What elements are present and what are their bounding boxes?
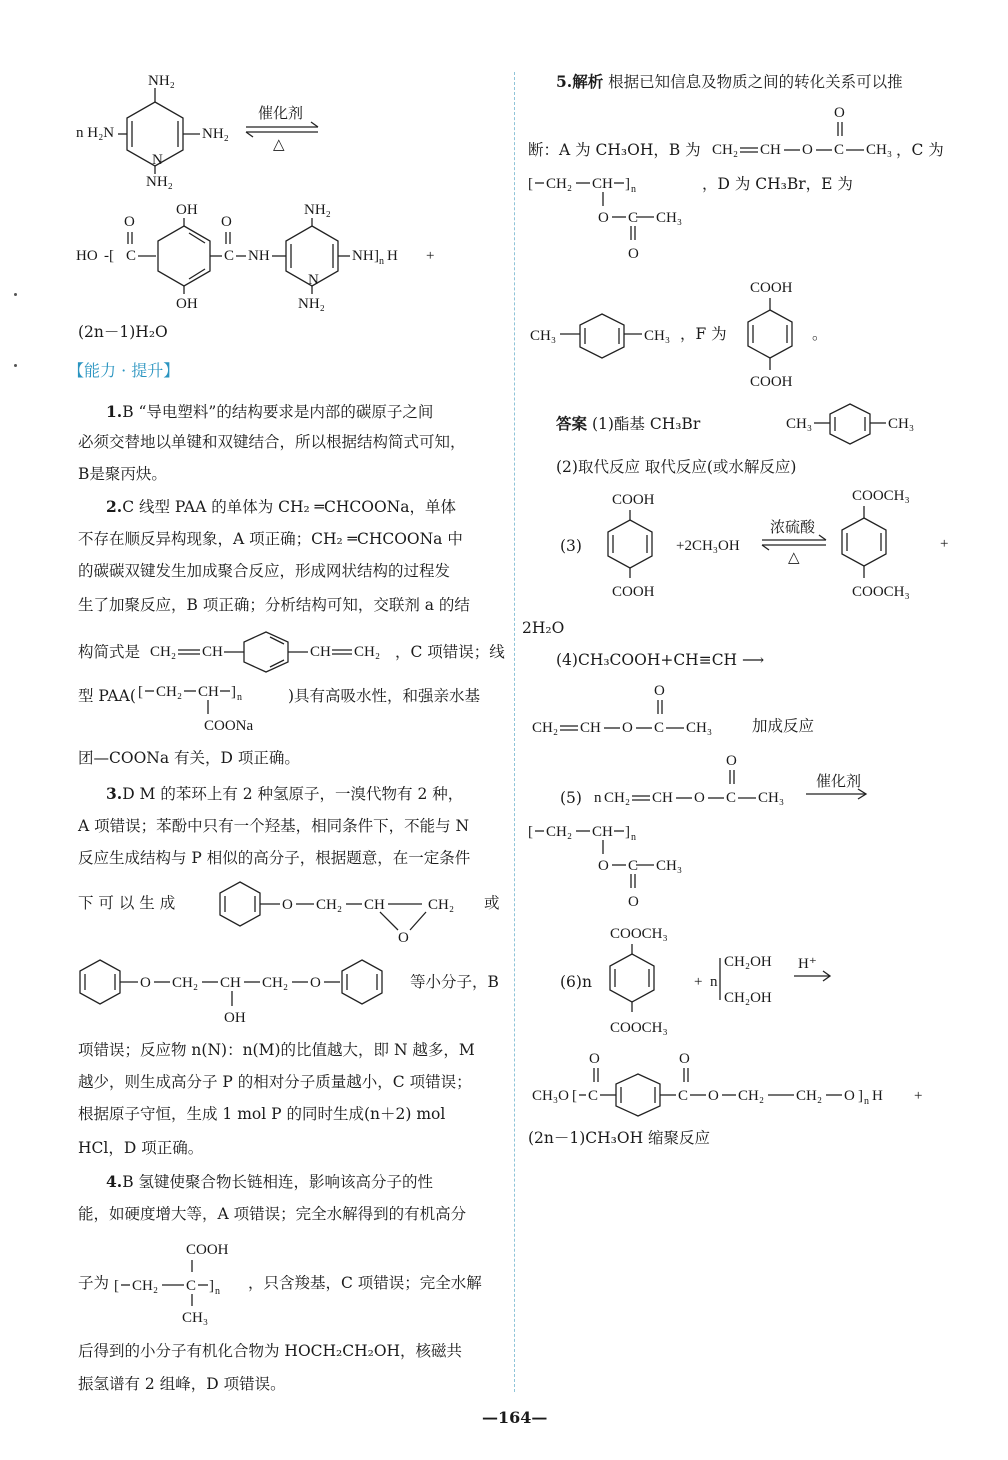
svg-text:C: C <box>654 720 665 736</box>
answer-line1: 答案 (1)酯基 CH₃Br <box>556 414 701 433</box>
svg-text:CH: CH <box>760 142 781 158</box>
q3-line7: 越少，则生成高分子 P 的相对分子质量越小，C 项错误； <box>78 1073 472 1091</box>
svg-text:COONa: COONa <box>204 718 254 734</box>
svg-text:-[: -[ <box>104 248 114 264</box>
svg-text:H⁺: H⁺ <box>798 956 817 972</box>
q4-line1: 4.B 氢键使聚合物长链相连，影响该高分子的性 <box>106 1172 434 1191</box>
water-byproduct: (2n－1)H₂O <box>78 323 168 341</box>
svg-text:CH: CH <box>220 975 241 991</box>
svg-text:NH₂: NH₂ <box>202 126 229 142</box>
answer3-water: 2H₂O <box>522 619 565 637</box>
svg-text:COOH: COOH <box>186 1242 229 1258</box>
svg-text:CH₂: CH₂ <box>546 824 573 840</box>
svg-text:]: ] <box>209 1278 214 1294</box>
answer6-tail: (2n－1)CH₃OH 缩聚反应 <box>528 1129 711 1147</box>
svg-text:C: C <box>588 1088 599 1104</box>
svg-text:NH: NH <box>352 248 374 264</box>
svg-text:CH: CH <box>580 720 601 736</box>
q3-line3: 反应生成结构与 P 相似的高分子，根据题意，在一定条件 <box>78 849 471 867</box>
svg-text:CH₂: CH₂ <box>428 897 455 913</box>
svg-text:[: [ <box>114 1278 119 1294</box>
svg-text:COOH: COOH <box>750 280 793 296</box>
svg-text:CH₃: CH₃ <box>758 790 785 806</box>
svg-text:CH₂: CH₂ <box>796 1088 823 1104</box>
answer4-type: 加成反应 <box>752 717 815 735</box>
svg-text:O: O <box>628 894 639 910</box>
q2-line2: 不存在顺反异构现象，A 项正确；CH₂ ═CHCOONa 中 <box>78 530 463 548</box>
section-title: 【能力 · 提升】 <box>68 361 180 380</box>
svg-text:[: [ <box>528 176 533 192</box>
svg-text:CH₃: CH₃ <box>888 416 915 432</box>
svg-text:CH₃: CH₃ <box>656 210 683 226</box>
q2-line7: 团—COONa 有关，D 项正确。 <box>78 749 300 767</box>
svg-text:COOCH₃: COOCH₃ <box>610 926 668 942</box>
svg-text:CH₂: CH₂ <box>262 975 289 991</box>
svg-text:]: ] <box>374 248 379 264</box>
svg-text:CH₃: CH₃ <box>530 328 557 344</box>
svg-text:浓硫酸: 浓硫酸 <box>770 520 816 536</box>
svg-text:O: O <box>398 930 409 946</box>
svg-text:]: ] <box>858 1088 863 1104</box>
q1-line2: 必须交替地以单键和双键结合，所以根据结构简式可知， <box>78 433 466 451</box>
coef-label: n H₂N <box>76 125 115 141</box>
q5-period: 。 <box>812 325 828 343</box>
svg-text:]: ] <box>231 684 236 700</box>
answer6-reactants <box>598 918 858 1042</box>
q1-line1: 1.B “导电塑料”的结构要求是内部的碳原子之间 <box>106 402 434 421</box>
svg-text:CH₃O: CH₃O <box>532 1088 569 1104</box>
q2-line5b: ，C 项错误；线 <box>395 643 505 661</box>
svg-text:NH₂: NH₂ <box>298 296 325 312</box>
svg-text:n: n <box>379 256 384 267</box>
q3-line5b: 等小分子，B <box>410 973 499 991</box>
q4-line3a: 子为 <box>78 1274 110 1292</box>
svg-text:O: O <box>622 720 633 736</box>
q2-line5a: 构简式是 <box>78 643 141 661</box>
q5-line3: ，D 为 CH₃Br，E 为 <box>702 175 853 193</box>
svg-text:O: O <box>834 105 845 121</box>
svg-text:NH₂: NH₂ <box>146 174 173 190</box>
svg-text:CH: CH <box>364 897 385 913</box>
answer6-label: (6)n <box>560 973 592 991</box>
svg-text:CH: CH <box>652 790 673 806</box>
svg-text:+: + <box>426 248 435 264</box>
svg-text:CH₃: CH₃ <box>644 328 671 344</box>
svg-text:+2CH₃OH: +2CH₃OH <box>676 538 740 554</box>
svg-text:CH₂OH: CH₂OH <box>724 954 772 970</box>
q1-line3: B是聚丙炔。 <box>78 465 167 483</box>
svg-text:]: ] <box>625 176 630 192</box>
svg-text:C: C <box>834 142 845 158</box>
svg-text:C: C <box>126 248 137 264</box>
svg-text:[: [ <box>528 824 533 840</box>
diether-structure <box>78 956 398 1032</box>
q5-line2a: 断：A 为 CH₃OH，B 为 <box>528 141 701 159</box>
svg-text:O: O <box>282 897 293 913</box>
svg-text:NH: NH <box>248 248 270 264</box>
svg-text:O: O <box>844 1088 855 1104</box>
svg-text:CH₂: CH₂ <box>532 720 559 736</box>
svg-text:NH₂: NH₂ <box>304 202 331 218</box>
q5-line2b: ，C 为 <box>896 141 944 159</box>
q3-line4a: 下 可 以 生 成 <box>78 894 176 912</box>
q4-line4: 后得到的小分子有机化合物为 HOCH₂CH₂OH，核磁共 <box>78 1342 463 1360</box>
q3-line9: HCl，D 项正确。 <box>78 1139 204 1157</box>
svg-text:CH₂: CH₂ <box>316 897 343 913</box>
epoxide-structure <box>218 876 478 946</box>
svg-text:O: O <box>598 210 609 226</box>
svg-text:N: N <box>308 272 319 288</box>
margin-dot <box>14 293 17 296</box>
answer-line2: (2)取代反应 取代反应(或水解反应) <box>556 458 797 476</box>
answer6-polyester <box>532 1048 942 1112</box>
svg-text:H: H <box>872 1088 883 1104</box>
svg-text:CH₂: CH₂ <box>738 1088 765 1104</box>
answer5-product <box>528 814 708 914</box>
svg-text:CH₂: CH₂ <box>354 644 381 660</box>
svg-text:CH₂: CH₂ <box>604 790 631 806</box>
svg-text:CH₂: CH₂ <box>712 142 739 158</box>
svg-text:[: [ <box>138 684 143 700</box>
answer4-product <box>530 680 740 740</box>
svg-text:H: H <box>387 248 398 264</box>
svg-text:CH: CH <box>198 684 219 700</box>
svg-text:O: O <box>140 975 151 991</box>
svg-text:CH: CH <box>310 644 331 660</box>
svg-text:O: O <box>708 1088 719 1104</box>
monomer-structure <box>70 72 330 192</box>
svg-text:OH: OH <box>176 202 198 218</box>
q5-line4: ，F 为 <box>680 325 727 343</box>
svg-text:CH₃: CH₃ <box>656 858 683 874</box>
svg-text:n: n <box>631 184 636 195</box>
answer3-label: (3) <box>560 537 582 555</box>
polymethacrylic-structure <box>114 1236 244 1332</box>
svg-text:CH₂: CH₂ <box>172 975 199 991</box>
answer5-label: (5) <box>560 789 582 807</box>
svg-text:n: n <box>631 832 636 843</box>
svg-text:催化剂: 催化剂 <box>258 106 304 122</box>
pva-acetate-structure <box>528 168 708 268</box>
crosslinker-structure <box>148 622 398 674</box>
svg-text:COOCH₃: COOCH₃ <box>852 584 910 600</box>
svg-text:△: △ <box>788 550 800 566</box>
svg-text:O: O <box>679 1051 690 1067</box>
svg-text:NH₂: NH₂ <box>148 73 175 89</box>
q4-line5: 振氢谱有 2 组峰，D 项错误。 <box>78 1375 286 1393</box>
page-number: —164— <box>482 1408 548 1427</box>
svg-text:CH: CH <box>592 176 613 192</box>
svg-text:C: C <box>678 1088 689 1104</box>
q2-line1: 2.C 线型 PAA 的单体为 CH₂ ═CHCOONa，单体 <box>106 497 456 516</box>
svg-text:CH₂: CH₂ <box>132 1278 159 1294</box>
svg-text:N: N <box>152 152 163 168</box>
svg-text:O: O <box>654 683 665 699</box>
vinyl-acetate-structure <box>710 102 910 162</box>
svg-text:C: C <box>224 248 235 264</box>
svg-text:CH₂: CH₂ <box>156 684 183 700</box>
svg-text:n: n <box>864 1096 869 1107</box>
paa-structure <box>138 672 288 742</box>
q3-line1: 3.D M 的苯环上有 2 种氢原子，一溴代物有 2 种， <box>106 784 464 803</box>
svg-text:COOCH₃: COOCH₃ <box>852 488 910 504</box>
svg-text:n: n <box>710 974 718 990</box>
svg-text:COOCH₃: COOCH₃ <box>610 1020 668 1036</box>
q4-line3b: ，只含羧基，C 项错误；完全水解 <box>248 1274 482 1292</box>
svg-text:HO: HO <box>76 248 98 264</box>
answer-xylene-structure <box>786 398 926 450</box>
svg-text:C: C <box>726 790 737 806</box>
svg-text:CH₃: CH₃ <box>182 1310 209 1326</box>
q2-line6b: )具有高吸水性，和强亲水基 <box>288 687 481 705</box>
svg-text:O: O <box>628 246 639 262</box>
esterification-reaction <box>590 486 970 606</box>
svg-text:CH: CH <box>592 824 613 840</box>
q3-line8: 根据原子守恒，生成 1 mol P 的同时生成(n＋2) mol <box>78 1105 446 1123</box>
svg-text:O: O <box>694 790 705 806</box>
svg-text:O: O <box>310 975 321 991</box>
q3-line2: A 项错误；苯酚中只有一个羟基，相同条件下，不能与 N <box>78 817 470 835</box>
q4-line2: 能，如硬度增大等，A 项错误；完全水解得到的有机高分 <box>78 1205 467 1223</box>
column-divider <box>514 72 515 1392</box>
svg-text:OH: OH <box>176 296 198 312</box>
svg-text:COOH: COOH <box>750 374 793 390</box>
p-xylene-structure <box>528 306 698 362</box>
svg-text:CH₃: CH₃ <box>866 142 893 158</box>
svg-text:O: O <box>726 753 737 769</box>
q3-line4b: 或 <box>484 894 500 912</box>
svg-text:]: ] <box>625 824 630 840</box>
svg-text:O: O <box>221 214 232 230</box>
svg-text:C: C <box>628 858 639 874</box>
svg-text:OH: OH <box>224 1010 246 1026</box>
svg-text:CH₂: CH₂ <box>150 644 177 660</box>
svg-text:+: + <box>940 536 949 552</box>
svg-text:n: n <box>594 790 602 806</box>
svg-text:CH₂: CH₂ <box>546 176 573 192</box>
q5-line1: 5.解析 根据已知信息及物质之间的转化关系可以推 <box>556 72 903 91</box>
svg-text:[: [ <box>572 1088 577 1104</box>
margin-dot <box>14 364 17 367</box>
svg-text:O: O <box>124 214 135 230</box>
answer5-reactant <box>594 750 874 810</box>
q2-line3: 的碳碳双键发生加成聚合反应，形成网状结构的过程发 <box>78 562 451 580</box>
q2-line4: 生了加聚反应，B 项正确；分析结构可知，交联剂 a 的结 <box>78 596 470 614</box>
svg-text:C: C <box>628 210 639 226</box>
svg-text:n: n <box>215 1286 220 1297</box>
svg-text:O: O <box>802 142 813 158</box>
svg-text:COOH: COOH <box>612 492 655 508</box>
svg-text:催化剂: 催化剂 <box>816 774 862 790</box>
answer4-equation: (4)CH₃COOH+CH≡CH ⟶ <box>556 651 765 669</box>
svg-text:O: O <box>589 1051 600 1067</box>
q2-line6a: 型 PAA( <box>78 687 136 705</box>
polymer-structure <box>76 196 456 316</box>
svg-text:COOH: COOH <box>612 584 655 600</box>
svg-text:CH₂OH: CH₂OH <box>724 990 772 1006</box>
svg-text:+: + <box>694 974 703 990</box>
svg-text:+: + <box>914 1088 923 1104</box>
svg-text:n: n <box>237 692 242 703</box>
svg-text:△: △ <box>273 137 285 153</box>
svg-text:CH: CH <box>202 644 223 660</box>
svg-text:O: O <box>598 858 609 874</box>
svg-text:C: C <box>186 1278 197 1294</box>
svg-text:CH₃: CH₃ <box>786 416 813 432</box>
svg-text:CH₃: CH₃ <box>686 720 713 736</box>
q3-line6: 项错误；反应物 n(N)：n(M)的比值越大，即 N 越多，M <box>78 1041 475 1059</box>
